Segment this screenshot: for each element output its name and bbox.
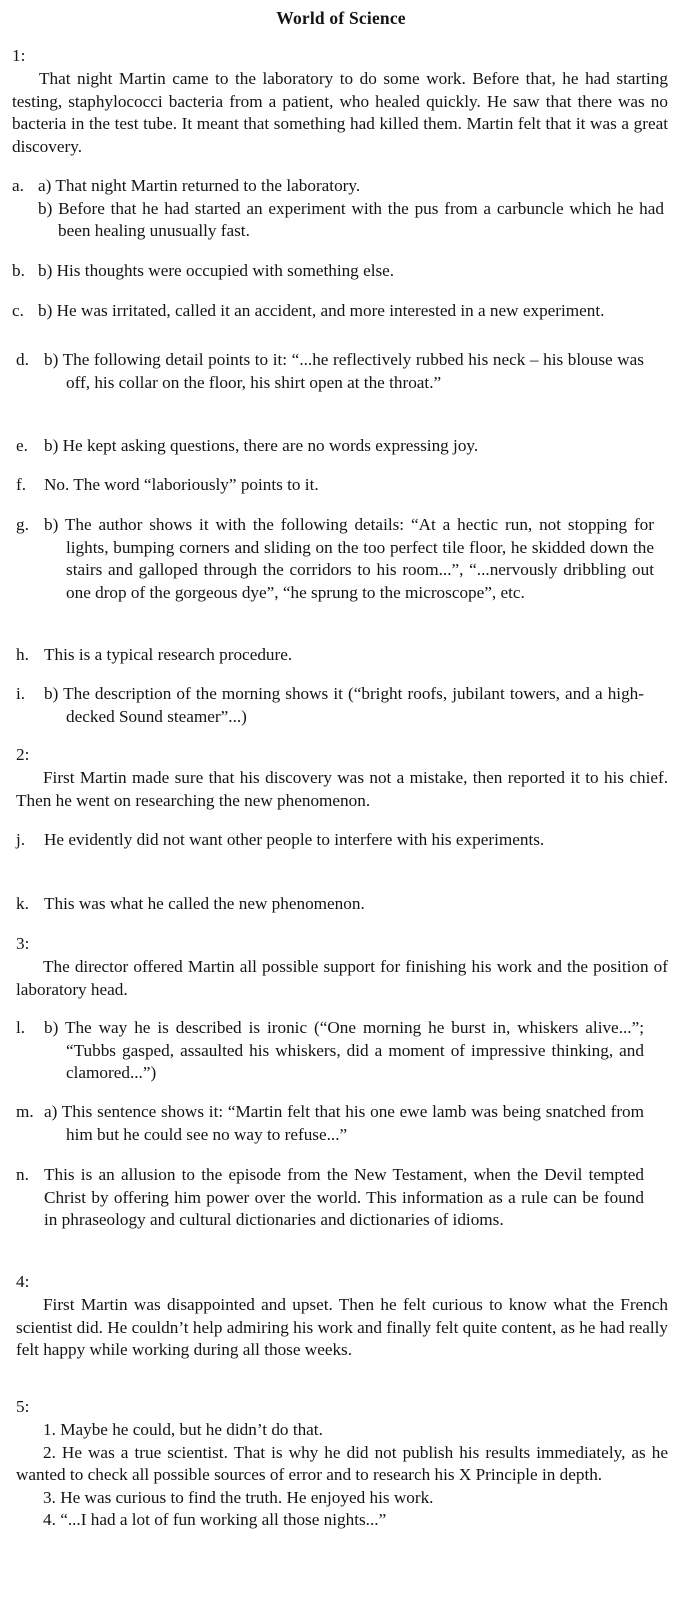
item-text: a) This sentence shows it: “Martin felt that his one ewe lamb was being snatched from him but he could see no way to refuse...” bbox=[44, 1102, 644, 1144]
item-text: b) He was irritated, called it an accident, and more interested in a new experiment. bbox=[38, 301, 605, 320]
item-label: f. bbox=[16, 475, 27, 494]
item-label: e. bbox=[16, 436, 28, 455]
item-text: This is a typical research procedure. bbox=[44, 645, 293, 664]
item-text: a) That night Martin returned to the laboratory. bbox=[38, 176, 361, 195]
answer-item bbox=[16, 474, 656, 497]
item-text: No. The word “laboriously” points to it. bbox=[44, 475, 319, 494]
item-label: n. bbox=[16, 1165, 29, 1184]
section-summary: First Martin was disappointed and upset. Then he felt curious to know what the French scientist did. He couldn’t help admiring his work and finally felt quite content, as he had really felt happy while working during all those weeks. bbox=[16, 1295, 668, 1359]
item-text: b) The way he is described is ironic (“One morning he burst in, whiskers alive...”; “Tubbs gasped, assaulted his whiskers, did a moment of impressive thinking, and clamored...”) bbox=[44, 1018, 644, 1082]
item-text: This is an allusion to the episode from the New Testament, when the Devil tempted Christ by offering him power over the world. This information as a rule can be found in phraseology and cultural dictionaries and dictionaries of idioms. bbox=[44, 1165, 644, 1229]
item-text: b) The following detail points to it: “...he reflectively rubbed his neck – his blouse was off, his collar on the floor, his shirt open at the throat.” bbox=[44, 350, 644, 392]
answer-item bbox=[16, 514, 656, 604]
list-item: 4. “...I had a lot of fun working all those nights...” bbox=[43, 1510, 387, 1529]
section-summary: First Martin made sure that his discovery was not a mistake, then reported it to his chief. Then he went on researching the new phenomenon. bbox=[16, 768, 668, 810]
item-text: b) He kept asking questions, there are no words expressing joy. bbox=[44, 436, 479, 455]
item-label: h. bbox=[16, 645, 29, 664]
answer-item bbox=[16, 1101, 656, 1146]
section-number: 2: bbox=[16, 745, 30, 764]
answer-item bbox=[16, 829, 656, 852]
answer-item bbox=[16, 1017, 656, 1085]
answer-item bbox=[16, 349, 656, 394]
item-label: m. bbox=[16, 1102, 34, 1121]
list-item: 2. He was a true scientist. That is why he did not publish his results immediately, as he wanted to check all possible sources of error and to research his X Principle in depth. bbox=[16, 1442, 668, 1484]
section-number: 3: bbox=[16, 934, 30, 953]
list-item: 3. He was curious to find the truth. He enjoyed his work. bbox=[43, 1487, 434, 1507]
section-number: 4: bbox=[16, 1272, 30, 1291]
numbered-list bbox=[16, 1419, 668, 1532]
answer-item bbox=[16, 683, 656, 728]
item-label: j. bbox=[16, 830, 26, 849]
page-title: World of Science bbox=[276, 8, 406, 28]
section-number: 5: bbox=[16, 1397, 30, 1416]
answer-item bbox=[16, 644, 656, 667]
item-label: a. bbox=[12, 176, 24, 195]
answer-item bbox=[16, 435, 656, 458]
answer-item bbox=[16, 893, 656, 916]
item-text: b) Before that he had started an experiment with the pus from a carbuncle which he had been healing unusually fast. bbox=[38, 198, 664, 240]
item-label: c. bbox=[12, 301, 24, 320]
answer-item bbox=[12, 260, 652, 283]
answer-item bbox=[12, 175, 664, 243]
section-summary: That night Martin came to the laboratory to do some work. Before that, he had starting testing, staphylococci bacteria from a patient, who healed quickly. He saw that there was no bacteria in the test tube. It meant that something had killed them. Martin felt that it was a great discovery. bbox=[12, 69, 668, 156]
item-text: b) His thoughts were occupied with something else. bbox=[38, 261, 395, 280]
section-summary: The director offered Martin all possible support for finishing his work and the position of laboratory head. bbox=[16, 957, 668, 999]
item-label: d. bbox=[16, 350, 29, 369]
list-item: 1. Maybe he could, but he didn’t do that. bbox=[43, 1420, 323, 1439]
item-label: k. bbox=[16, 894, 29, 913]
item-text: b) The description of the morning shows it (“bright roofs, jubilant towers, and a high-decked Sound steamer”...) bbox=[44, 684, 644, 726]
answer-item bbox=[16, 1164, 656, 1232]
item-text: This was what he called the new phenomenon. bbox=[44, 894, 365, 913]
item-text: He evidently did not want other people to interfere with his experiments. bbox=[44, 830, 545, 849]
item-text: b) The author shows it with the following details: “At a hectic run, not stopping for lights, bumping corners and sliding on the too perfect tile floor, he skidded down the stairs and galloped through the corridors to his room...”, “...nervously dribbling out one drop of the gorgeous dye”, “he sprung to the microscope”, etc. bbox=[44, 515, 654, 602]
answer-item bbox=[12, 300, 652, 323]
item-label: l. bbox=[16, 1018, 26, 1037]
item-label: g. bbox=[16, 515, 29, 534]
item-label: b. bbox=[12, 261, 25, 280]
item-label: i. bbox=[16, 684, 26, 703]
section-number: 1: bbox=[12, 46, 26, 65]
